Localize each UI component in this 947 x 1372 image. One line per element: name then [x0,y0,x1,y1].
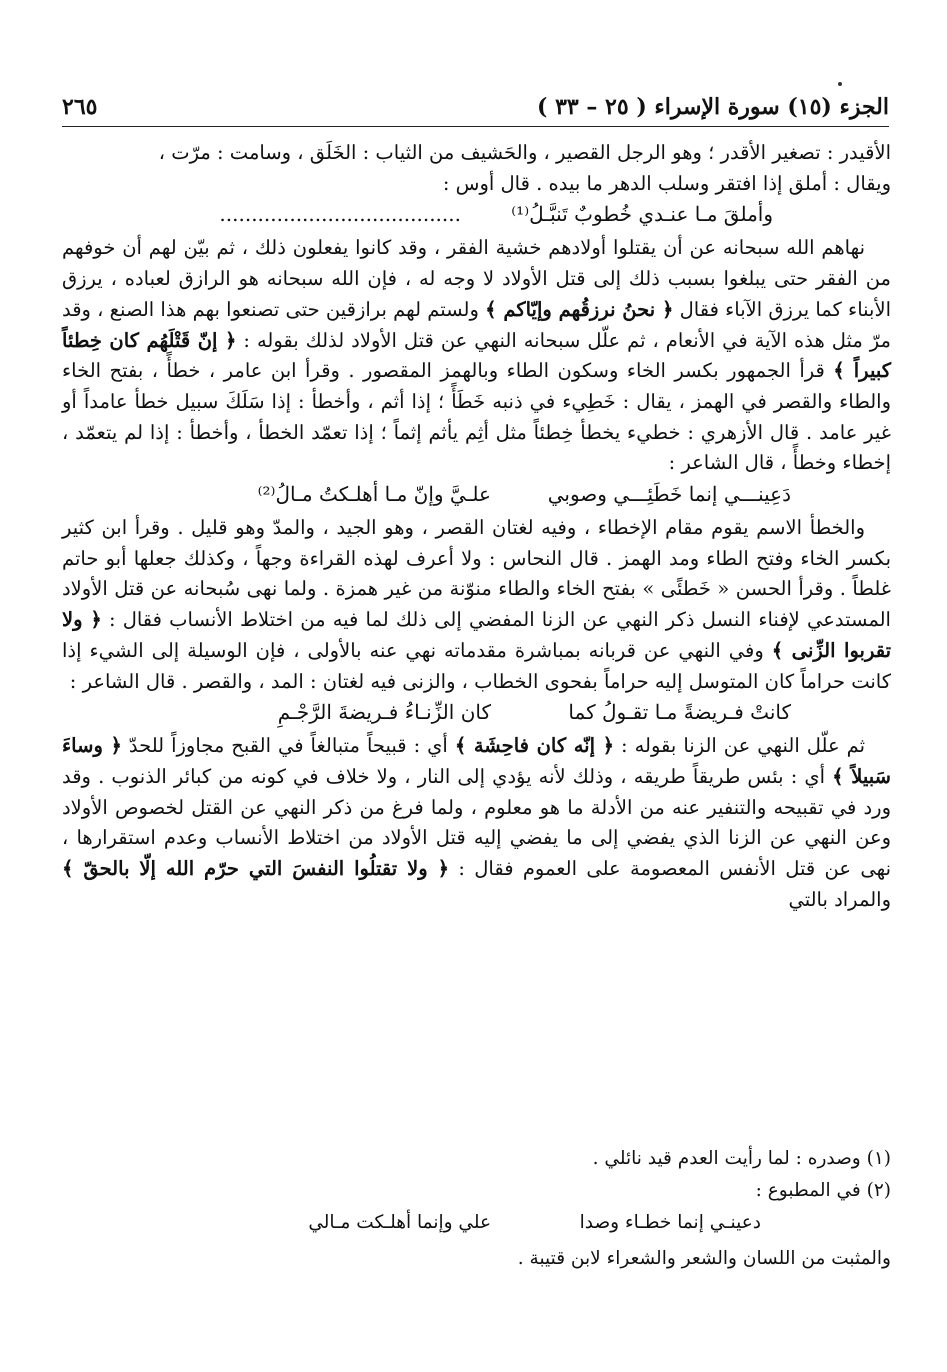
paragraph: ثم علّل النهي عن الزنا بقوله : ﴿ إنّه كان فاحِشَة ﴾ أي : قبيحاً متبالغاً في القبح مجاوزاً للحدّ ﴿ وساءَ سَبيلاً ﴾ أي : بئس طريقاً طريقه ، وذلك لأنه يؤدي إلى النار ، ولا خلاف في كونه من كبائر الذنوب . وقد ورد في تقبيحه والتنفير عنه من الأدلة ما هو معلوم ، ولما فرغ من ذكر النهي عن القتل لخصوص الأولاد وعن النهي عن الزنا الذي يفضي إلى ما يفضي إليه قتل الأولاد من اختلاط الأنساب وعدم استقرارها ، نهى عن قتل الأنفس المعصومة على العموم فقال : ﴿ ولا تقتلُوا النفسَ التي حرّم الله إلّا بالحقّ ﴾ والمراد بالتي [62,734,892,911]
quran-quote: ﴿ إنّه كان فاحِشَة ﴾ [454,734,615,758]
verse-poet [62,697,891,731]
verse-hemistich: كانتْ فـريضةً مـا تقـولُ كما [568,700,791,725]
verse-hemistich: دَعِينـــي إنما خَطَئِـــي وصوبي [547,482,791,507]
quran-quote: ﴿ ولا تقربوا الزِّنى ﴾ [62,608,891,662]
quran-quote: ﴿ ولا تقتلُوا النفسَ التي حرّم الله إلّا بالحقّ ﴾ [62,857,449,881]
paragraph: نهاهم الله سبحانه عن أن يقتلوا أولادهم خشية الفقر ، وقد كانوا يفعلون ذلك ، ثم بيّن لهم أن خوفهم من الفقر حتى يبلغوا بسبب ذلك إلى قتل الأولاد لا وجه له ، فإن الله سبحانه هو الرازق لعباده ، يرزق الأبناء كما يرزق الآباء فقال ﴿ نحنُ نرزقُهم وإيّاكم ﴾ ولستم لهم برازقين حتى تصنعوا بهم هذا الصنع ، وقد مرّ مثل هذه الآية في الأنعام ، ثم علّل سبحانه النهي عن قتل الأولاد لذلك بقوله : ﴿ إنّ قَتْلَهُم كان خِطئاً كبيراً ﴾ قرأ الجمهور بكسر الخاء وسكون الطاء وبالهمز المقصور . وقرأ ابن عامر ، خطأً ، بفتح الخاء والطاء والقصر في الهمز ، يقال : خَطِيء في ذنبه خَطَأً ؛ إذا أثم ، وأخطأ : إذا سَلَكَ سبيل خطأ عامداً أو غير عامد . قال الأزهري : خطيء يخطأ خِطئاً مثل أثِم يأثم إثماً ؛ إذا تعمّد الخطأ ، وأخطأ : إذا لم يتعمّد ، إخطاء وخطأً ، قال الشاعر : [62,236,892,475]
footnote-source: والمثبت من اللسان والشعر والشعراء لابن قتيبة . [517,1248,891,1269]
footnote-1: (١) وصدره : لما رأيت العدم قيد نائلي . [592,1148,891,1169]
quran-quote: ﴿ إنّ قَتْلَهُم كان خِطئاً كبيراً ﴾ [62,328,891,383]
verse-poet [62,479,891,513]
page-number: ٢٦٥ [62,94,98,120]
paragraph: والخطأ الاسم يقوم مقام الإخطاء ، وفيه لغتان القصر ، وهو الجيد ، والمدّ وهو قليل . وقرأ ابن كثير بكسر الخاء وفتح الطاء ومد الهمز . قال النحاس : ولا أعرف لهذه القراءة وجهاً ، وكذلك جعلها أبو حاتم غلطاً . وقرأ الحسن « خَطئًى » بفتح الخاء والطاء منوّنة من غير همزة . ولما نهى سُبحانه عن قتل الأولاد المستدعي لإفناء النسل ذكر النهي عن الزنا المفضي إلى ذلك لما فيه من اختلاط الأنساب فقال : ﴿ ولا تقربوا الزِّنى ﴾ وفي النهي عن قربانه بمباشرة مقدماته نهي عنه بالأولى ، فإن الوسيلة إلى الشيء إذا كانت حراماً كان المتوسل إليه حراماً بفحوى الخطاب ، والزنى فيه لغتان : المد ، والقصر . قال الشاعر : [62,516,891,693]
verse-hemistich: ...................................... [219,202,461,227]
ink-speck [838,82,842,86]
verse-hemistich: علي وإنما أهلـكت مـالي [308,1212,491,1233]
quran-quote: ﴿ وساءَ سَبيلاً ﴾ [62,734,892,788]
main-text [62,138,891,915]
quran-quote: ﴿ نحنُ نرزقُهم وإيّاكم ﴾ [485,297,674,321]
footnotes [62,1143,891,1275]
verse-hemistich: وأملقَ مـا عنـدي خُطوبٌ تَنبَّـلُ⁽¹⁾ [511,202,773,227]
verse-hemistich: دعينـي إنما خطـاء وصدا [579,1212,761,1233]
verse-hemistich: علـيَّ وإنّ مـا أهلـكتُ مـالُ⁽²⁾ [257,482,491,507]
running-title: الجزء (١٥) سورة الإسراء ( ٢٥ – ٣٣ ) [537,94,889,120]
footnote-verse [62,1207,891,1243]
line-1: الأقيدر : تصغير الأقدر ؛ وهو الرجل القصير ، والحَشيف من الثياب : الخَلَق ، وسامت : مرّت ، [158,141,891,164]
page-header [62,94,889,127]
verse-aws [62,199,891,233]
verse-hemistich: كان الزِّنـاءُ فـريضةَ الرَّجْـمِ [277,700,491,725]
line-2: ويقال : أملق إذا افتقر وسلب الدهر ما بيده . قال أوس : [442,171,891,195]
footnote-2: (٢) في المطبوع : [755,1180,891,1201]
